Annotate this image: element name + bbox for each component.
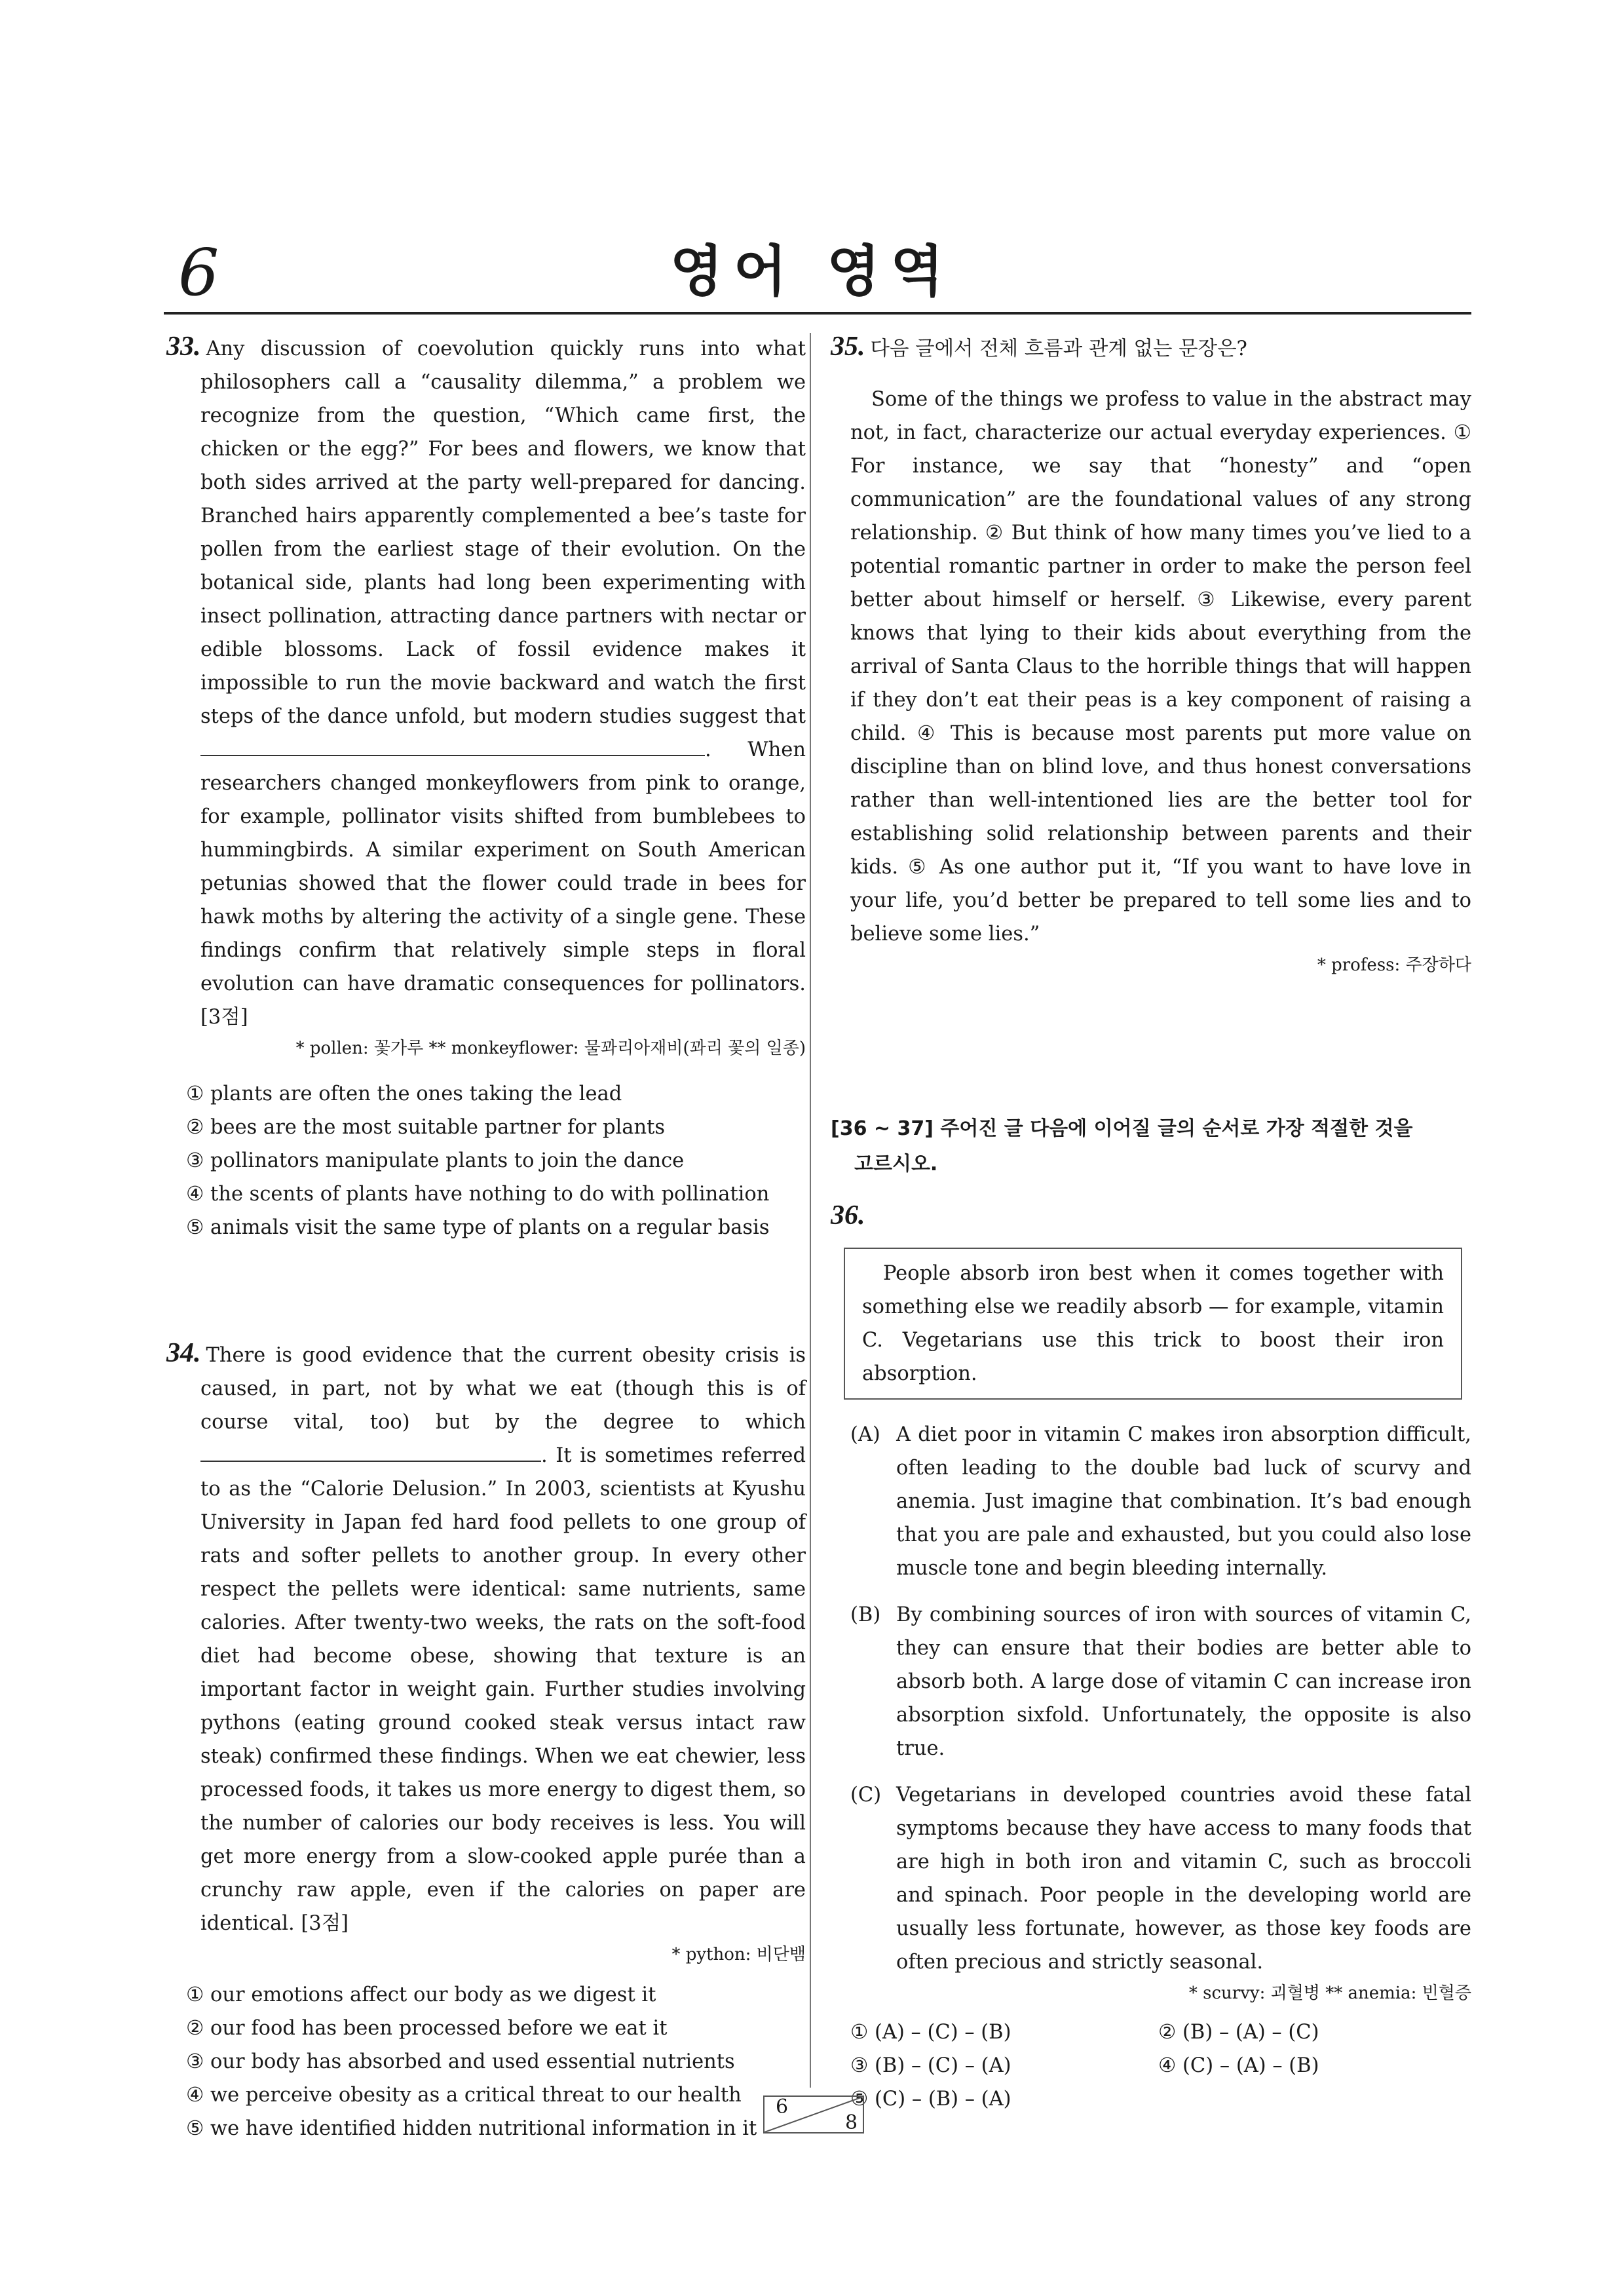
q33-passage: [166, 330, 806, 1034]
page-indicator-current: 6: [776, 2095, 789, 2118]
page-number: 6: [178, 236, 219, 311]
q36-option[interactable]: ④ (C) – (A) – (B): [1158, 2054, 1319, 2077]
q34-footnote: * python: 비단뱀: [671, 1945, 806, 1964]
q33-number: 33.: [166, 332, 201, 362]
q33-option[interactable]: ② bees are the most suitable partner for plants: [186, 1116, 666, 1139]
passage-text: By combining sources of iron with sources of vitamin C, they can ensure that their bodies are better able to absorb both. A large dose of vitamin C can increase iron absorption sixfold. Unfortunately, the opposite is also true.: [896, 1603, 1471, 1760]
q36-passage-c: [850, 1778, 1471, 1979]
q33-blank: [200, 735, 705, 756]
q34-blank: [200, 1441, 541, 1462]
q34-option[interactable]: ④ we perceive obesity as a critical threat to our health: [186, 2084, 742, 2107]
q36-given-text-box: [844, 1248, 1462, 1400]
q34-option[interactable]: ⑤ we have identified hidden nutritional information in it: [186, 2117, 757, 2140]
section-instruction-line1: [36 ~ 37] 주어진 글 다음에 이어질 글의 순서로 가장 적절한 것을: [831, 1117, 1413, 1140]
q36-option[interactable]: ① (A) – (C) – (B): [850, 2021, 1011, 2044]
column-divider: [810, 333, 811, 2088]
q36-options: [831, 2016, 1471, 2116]
passage-text: Vegetarians in developed countries avoid these fatal symptoms because they have access to many foods that are high in both iron and vitamin C, such as broccoli and spinach. Poor people in the developing world are usually less fortunate, however, as those key foods are often precious and strictly seasonal.: [896, 1784, 1471, 1974]
q33-text-part2: . When researchers changed monkeyflowers from pink to orange, for example, pollinator visits shifted from bumblebees to hummingbirds. A similar experiment on South American petunias showed that the flower could trade in bees for hawk moths by altering the activity of a single gene. These findings confirm that relatively simple steps in floral evolution can have dramatic consequences for pollinators. [3점]: [200, 738, 806, 1029]
q35-passage: Some of the things we profess to value in the abstract may not, in fact, characterize our actual everyday experiences. ① For instance, we say that “honesty” and “open communication” are the foundational values of any strong relationship. ② But think of how many times you’ve lied to a potential romantic partner in order to make the person feel better about himself or herself. ③ Likewise, every parent knows that lying to their kids about everything from the arrival of Santa Claus to the horrible things that will happen if they don’t eat their peas is a key component of raising a child. ④ This is because most parents put more value on discipline than on blind love, and thus honest conversations rather than well-intentioned lies are the better tool for establishing solid relationship between parents and their kids. ⑤ As one author put it, “If you want to have love in your life, you’d better be prepared to tell some lies and to believe some lies.”: [850, 388, 1471, 946]
question-35: [831, 330, 1471, 980]
q36-given-text: People absorb iron best when it comes together with something else we readily absorb — for example, vitamin C. Vegetarians use this trick to boost their iron absorption.: [862, 1262, 1444, 1385]
q34-text-part2: . It is sometimes referred to as the “Calorie Delusion.” In 2003, scientists at Kyushu University in Japan fed hard food pellets to one group of rats and softer pellets to another group. In every other respect the pellets were identical: same nutrients, same calories. After twenty-two weeks, the rats on the soft-food diet had become obese, showing that texture is an important factor in weight gain. Further studies involving pythons (eating ground cooked steak versus intact raw steak) confirmed these findings. When we eat chewier, less processed foods, it takes us more energy to digest them, so the number of calories our body receives is less. You will get more energy from a slow-cooked apple purée than a crunchy raw apple, even if the calories on paper are identical. [3점]: [200, 1444, 806, 1935]
q36-option[interactable]: ② (B) – (A) – (C): [1158, 2021, 1319, 2044]
q33-option[interactable]: ④ the scents of plants have nothing to do with pollination: [186, 1183, 770, 1206]
q36-header: [831, 1199, 1471, 1234]
q36-footnote: * scurvy: 괴혈병 ** anemia: 빈혈증: [1188, 1983, 1471, 2003]
q36-passage-a: [850, 1418, 1471, 1585]
q35-number: 35.: [831, 332, 865, 362]
q35-header: [831, 330, 1471, 366]
q36-number: 36.: [831, 1200, 865, 1231]
q36-option[interactable]: ③ (B) – (C) – (A): [850, 2054, 1011, 2077]
q34-number: 34.: [166, 1338, 201, 1368]
q33-text-part1: Any discussion of coevolution quickly runs into what philosophers call a “causality dilemma,” a problem we recognize from the question, “Which came first, the chicken or the egg?” For bees and flowers, we know that both sides arrived at the party well-prepared for dancing. Branched hairs apparently complemented a bee’s taste for pollen from the earliest stage of their evolution. On the botanical side, plants had long been experimenting with insect pollination, attracting dance partners with nectar or edible blossoms. Lack of fossil evidence makes it impossible to run the movie backward and watch the first steps of the dance unfold, but modern studies suggest that: [200, 337, 806, 728]
section-36-37-instructions: [831, 1111, 1471, 1182]
q35-footnote: * profess: 주장하다: [1317, 955, 1471, 975]
page-indicator-total: 8: [845, 2111, 858, 2134]
header-rule: [164, 312, 1471, 315]
q34-option[interactable]: ③ our body has absorbed and used essential nutrients: [186, 2050, 735, 2073]
section-instruction-line2: 고르시오.: [854, 1153, 938, 1176]
question-36: [831, 1199, 1471, 2116]
q33-footnote: * pollen: 꽃가루 ** monkeyflower: 물꽈리아재비(꽈리 꽃의 일종): [295, 1039, 806, 1058]
passage-label: (C): [850, 1784, 882, 1807]
q33-options: [166, 1077, 806, 1244]
q33-option[interactable]: ③ pollinators manipulate plants to join the dance: [186, 1149, 685, 1172]
q34-option[interactable]: ② our food has been processed before we eat it: [186, 2017, 668, 2040]
q34-options: [166, 1978, 806, 2145]
question-34: [166, 1337, 806, 2145]
q34-passage: [166, 1337, 806, 1940]
passage-text: A diet poor in vitamin C makes iron absorption difficult, often leading to the double bad luck of scurvy and anemia. Just imagine that combination. It’s bad enough that you are pale and exhausted, but you could also lose muscle tone and begin bleeding internally.: [896, 1423, 1471, 1580]
q35-prompt: 다음 글에서 전체 흐름과 관계 없는 문장은?: [870, 337, 1247, 360]
q36-passages: [831, 1418, 1471, 1979]
q34-option[interactable]: ① our emotions affect our body as we digest it: [186, 1983, 656, 2006]
passage-label: (A): [850, 1423, 880, 1446]
page-title: 영어 영역: [670, 239, 954, 303]
q34-text-part1: There is good evidence that the current obesity crisis is caused, in part, not by what we eat (though this is of course vital, too) but by the degree to which: [200, 1344, 806, 1434]
q36-passage-b: [850, 1598, 1471, 1765]
passage-label: (B): [850, 1603, 881, 1626]
q33-option[interactable]: ① plants are often the ones taking the lead: [186, 1082, 622, 1105]
question-33: [166, 330, 806, 1244]
q36-option[interactable]: ⑤ (C) – (B) – (A): [850, 2088, 1011, 2111]
q33-option[interactable]: ⑤ animals visit the same type of plants on a regular basis: [186, 1216, 770, 1239]
